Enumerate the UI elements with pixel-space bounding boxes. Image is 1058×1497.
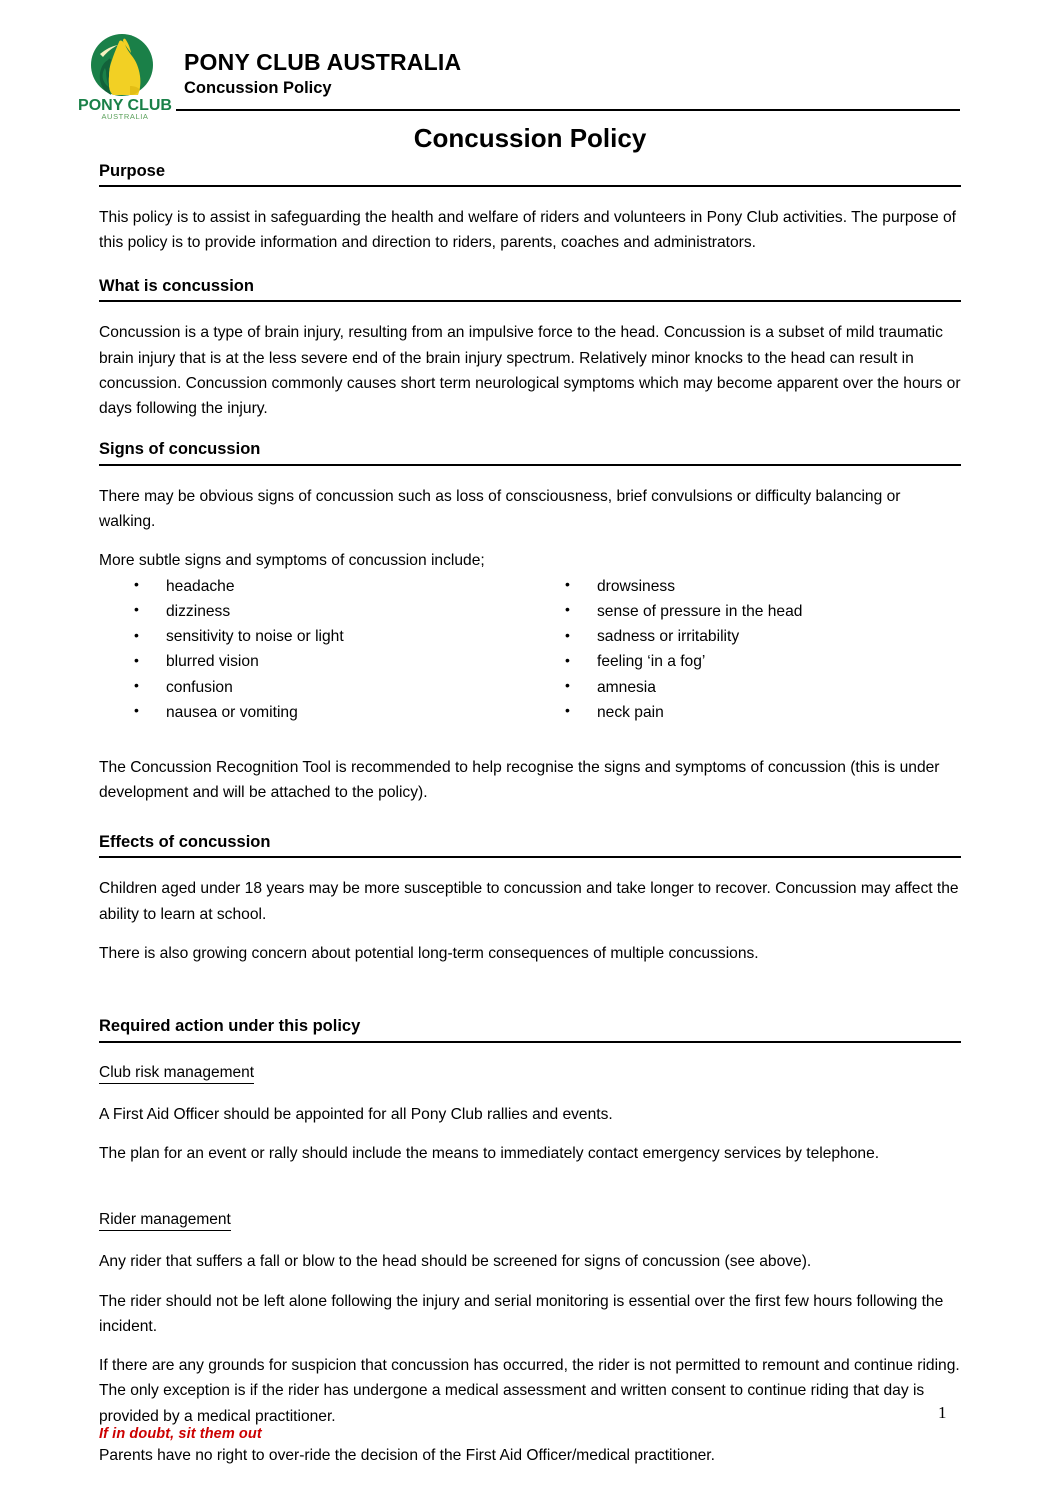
section-heading-required-action: Required action under this policy (99, 1016, 961, 1043)
list-item: • blurred vision (99, 649, 530, 674)
list-item: • sadness or irritability (530, 624, 961, 649)
symptoms-list-left (99, 574, 530, 726)
purpose-paragraph-1: This policy is to assist in safeguarding the health and welfare of riders and volunteers in Pony Club activities. The purpose of this policy is to provide information and direction to riders, parents, coaches and administrators. (99, 209, 956, 252)
section-heading-purpose: Purpose (99, 161, 961, 188)
list-item: • dizziness (99, 599, 530, 624)
signs-list-lead: More subtle signs and symptoms of concussion include; (99, 552, 485, 570)
subsection-heading-club-risk-management: Club risk management (99, 1063, 254, 1084)
logo-wordmark: PONY CLUB (78, 97, 172, 114)
effects-paragraph-2: There is also growing concern about potential long-term consequences of multiple concussions. (99, 944, 759, 962)
header-document-subtitle: Concussion Policy (184, 78, 332, 97)
page-title: Concussion Policy (413, 123, 647, 153)
header-divider (176, 109, 960, 111)
symptoms-two-column-list (99, 574, 961, 726)
section-heading-what-is-concussion: What is concussion (99, 276, 961, 303)
pony-club-australia-logo-icon (78, 28, 174, 120)
symptoms-column-right (530, 574, 961, 726)
list-item: • amnesia (530, 675, 961, 700)
list-item: • confusion (99, 675, 530, 700)
list-item: • feeling ‘in a fog’ (530, 649, 961, 674)
list-item: • sensitivity to noise or light (99, 624, 530, 649)
document-header (78, 28, 968, 120)
subsection-club-risk-management (99, 1063, 961, 1084)
rider-management-paragraph-3: If there are any grounds for suspicion that concussion has occurred, the rider is not permitted to remount and continue riding. The only exception is if the rider has undergone a medical assessment and written consent to continue riding that day is provided by a medical practitioner. (99, 1357, 960, 1425)
club-risk-paragraph-1: A First Aid Officer should be appointed for all Pony Club rallies and events. (99, 1105, 613, 1123)
list-item: • nausea or vomiting (99, 700, 530, 725)
signs-intro-paragraph: There may be obvious signs of concussion such as loss of consciousness, brief convulsions or difficulty balancing or walking. (99, 487, 901, 531)
club-risk-paragraph-2: The plan for an event or rally should include the means to immediately contact emergency services by telephone. (99, 1145, 880, 1163)
rider-management-paragraph-1: Any rider that suffers a fall or blow to the head should be screened for signs of concussion (see above). (99, 1253, 812, 1271)
logo-submark: AUSTRALIA (101, 112, 149, 120)
list-item: • drowsiness (530, 574, 961, 599)
subsection-heading-rider-management: Rider management (99, 1210, 231, 1231)
what-is-concussion-paragraph-1: Concussion is a type of brain injury, resulting from an impulsive force to the head. Concussion is a subset of mild traumatic brain injury that is at the less severe end of the brain injury spectrum. Relatively minor knocks to the head can result in concussion. Concussion commonly causes short term neurological symptoms which may become apparent over the hours or days following the injury. (99, 324, 961, 417)
section-heading-signs-of-concussion: Signs of concussion (99, 439, 961, 466)
subsection-rider-management (99, 1210, 961, 1231)
section-heading-effects-of-concussion: Effects of concussion (99, 832, 961, 859)
header-text-block (184, 28, 968, 104)
list-item: • sense of pressure in the head (530, 599, 961, 624)
rider-management-paragraph-2: The rider should not be left alone following the injury and serial monitoring is essential over the first few hours following the incident. (99, 1292, 944, 1335)
rider-management-paragraph-4: Parents have no right to over-ride the decision of the First Aid Officer/medical practitioner. (99, 1446, 715, 1464)
organisation-name: PONY CLUB AUSTRALIA (184, 49, 462, 75)
list-item: • neck pain (530, 700, 961, 725)
page-number: 1 (938, 1403, 947, 1422)
list-item: • headache (99, 574, 530, 599)
footer-tagline: If in doubt, sit them out (99, 1426, 262, 1442)
pony-club-australia-logo (78, 28, 174, 120)
symptoms-list-right (530, 574, 961, 726)
symptoms-column-left (99, 574, 530, 726)
concussion-recognition-tool-paragraph: The Concussion Recognition Tool is recommended to help recognise the signs and symptoms of concussion (this is under development and will be attached to the policy). (99, 759, 940, 802)
document-body (99, 122, 961, 1468)
effects-paragraph-1: Children aged under 18 years may be more susceptible to concussion and take longer to recover. Concussion may affect the ability to learn at school. (99, 880, 959, 923)
